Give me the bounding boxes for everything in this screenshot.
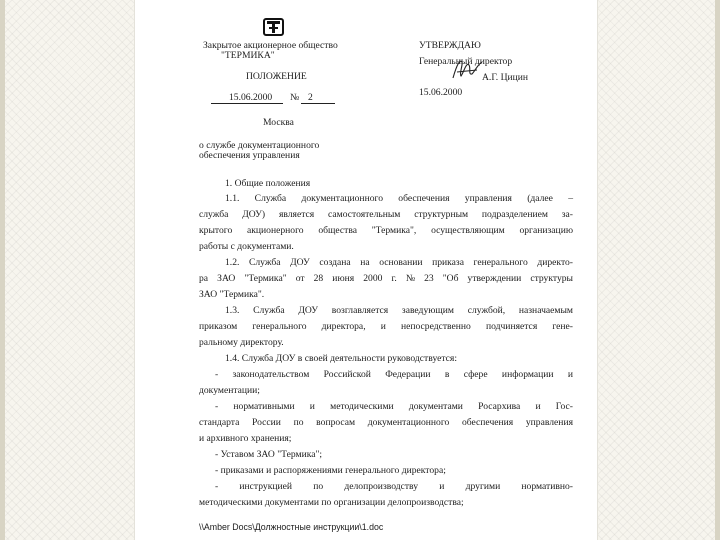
body-line: - Уставом ЗАО "Термика";	[215, 449, 323, 460]
body-line: документации;	[199, 385, 260, 396]
body-line: - законодательством Российской Федерации в сфере информации и	[215, 369, 573, 380]
number-underline	[301, 103, 335, 104]
body-line: и архивного хранения;	[199, 433, 292, 444]
approval-name: А.Г. Цицин	[482, 72, 529, 83]
signature-icon	[451, 56, 485, 82]
body-line: стандарта России по вопросам документационного обеспечения управления	[199, 417, 573, 428]
body-line: - нормативными и методическими документами Росархива и Гос-	[215, 401, 573, 412]
body-line: ральному директору.	[199, 337, 284, 348]
number-sign: №	[290, 92, 300, 103]
body-line: 1.1. Служба документационного обеспечения управления (далее –	[225, 193, 573, 204]
approval-heading: УТВЕРЖДАЮ	[419, 40, 481, 51]
subject-line-2: обеспечения управления	[199, 150, 300, 161]
body-line: работы с документами.	[199, 241, 294, 252]
body-line: - приказами и распоряжениями генерального директора;	[215, 465, 446, 476]
body-line: 1.3. Служба ДОУ возглавляется заведующим службой, назначаемым	[225, 305, 573, 316]
approval-date: 15.06.2000	[419, 87, 463, 98]
document-city: Москва	[263, 117, 294, 128]
scanned-document	[135, 0, 597, 540]
body-line: 1. Общие положения	[225, 178, 311, 189]
subject-line-1: о службе документационного	[199, 140, 320, 151]
body-line: - инструкцией по делопроизводству и другими нормативно-	[215, 481, 573, 492]
company-logo-icon	[263, 18, 284, 36]
body-line: ра ЗАО "Термика" от 28 июня 2000 г. № 23 "Об утверждении структуры	[199, 273, 573, 284]
slide-edge-right	[715, 0, 720, 540]
body-line: служба ДОУ) является самостоятельным структурным подразделением за-	[199, 209, 573, 220]
document-date: 15.06.2000	[229, 92, 273, 103]
company-name-line1: Закрытое акционерное общество	[203, 40, 338, 51]
body-line: 1.2. Служба ДОУ создана на основании приказа генерального директо-	[225, 257, 573, 268]
document-number: 2	[308, 92, 313, 103]
body-line: 1.4. Служба ДОУ в своей деятельности руководствуется:	[225, 353, 458, 364]
file-path-footer: \\Amber Docs\Должностные инструкции\1.doc	[199, 522, 384, 532]
body-line: ЗАО "Термика".	[199, 289, 265, 300]
document-type: ПОЛОЖЕНИЕ	[246, 71, 307, 82]
body-line: приказом генерального директора, и непосредственно подчиняется гене-	[199, 321, 573, 332]
slide-edge-left	[0, 0, 5, 540]
company-name-line2: "ТЕРМИКА"	[221, 50, 275, 61]
body-line: методическими документами по организации делопроизводства;	[199, 497, 464, 508]
approval-position: Генеральный директор	[419, 56, 513, 67]
date-underline	[211, 103, 283, 104]
body-line: крытого акционерного общества "Термика", осуществляющим организацию	[199, 225, 573, 236]
